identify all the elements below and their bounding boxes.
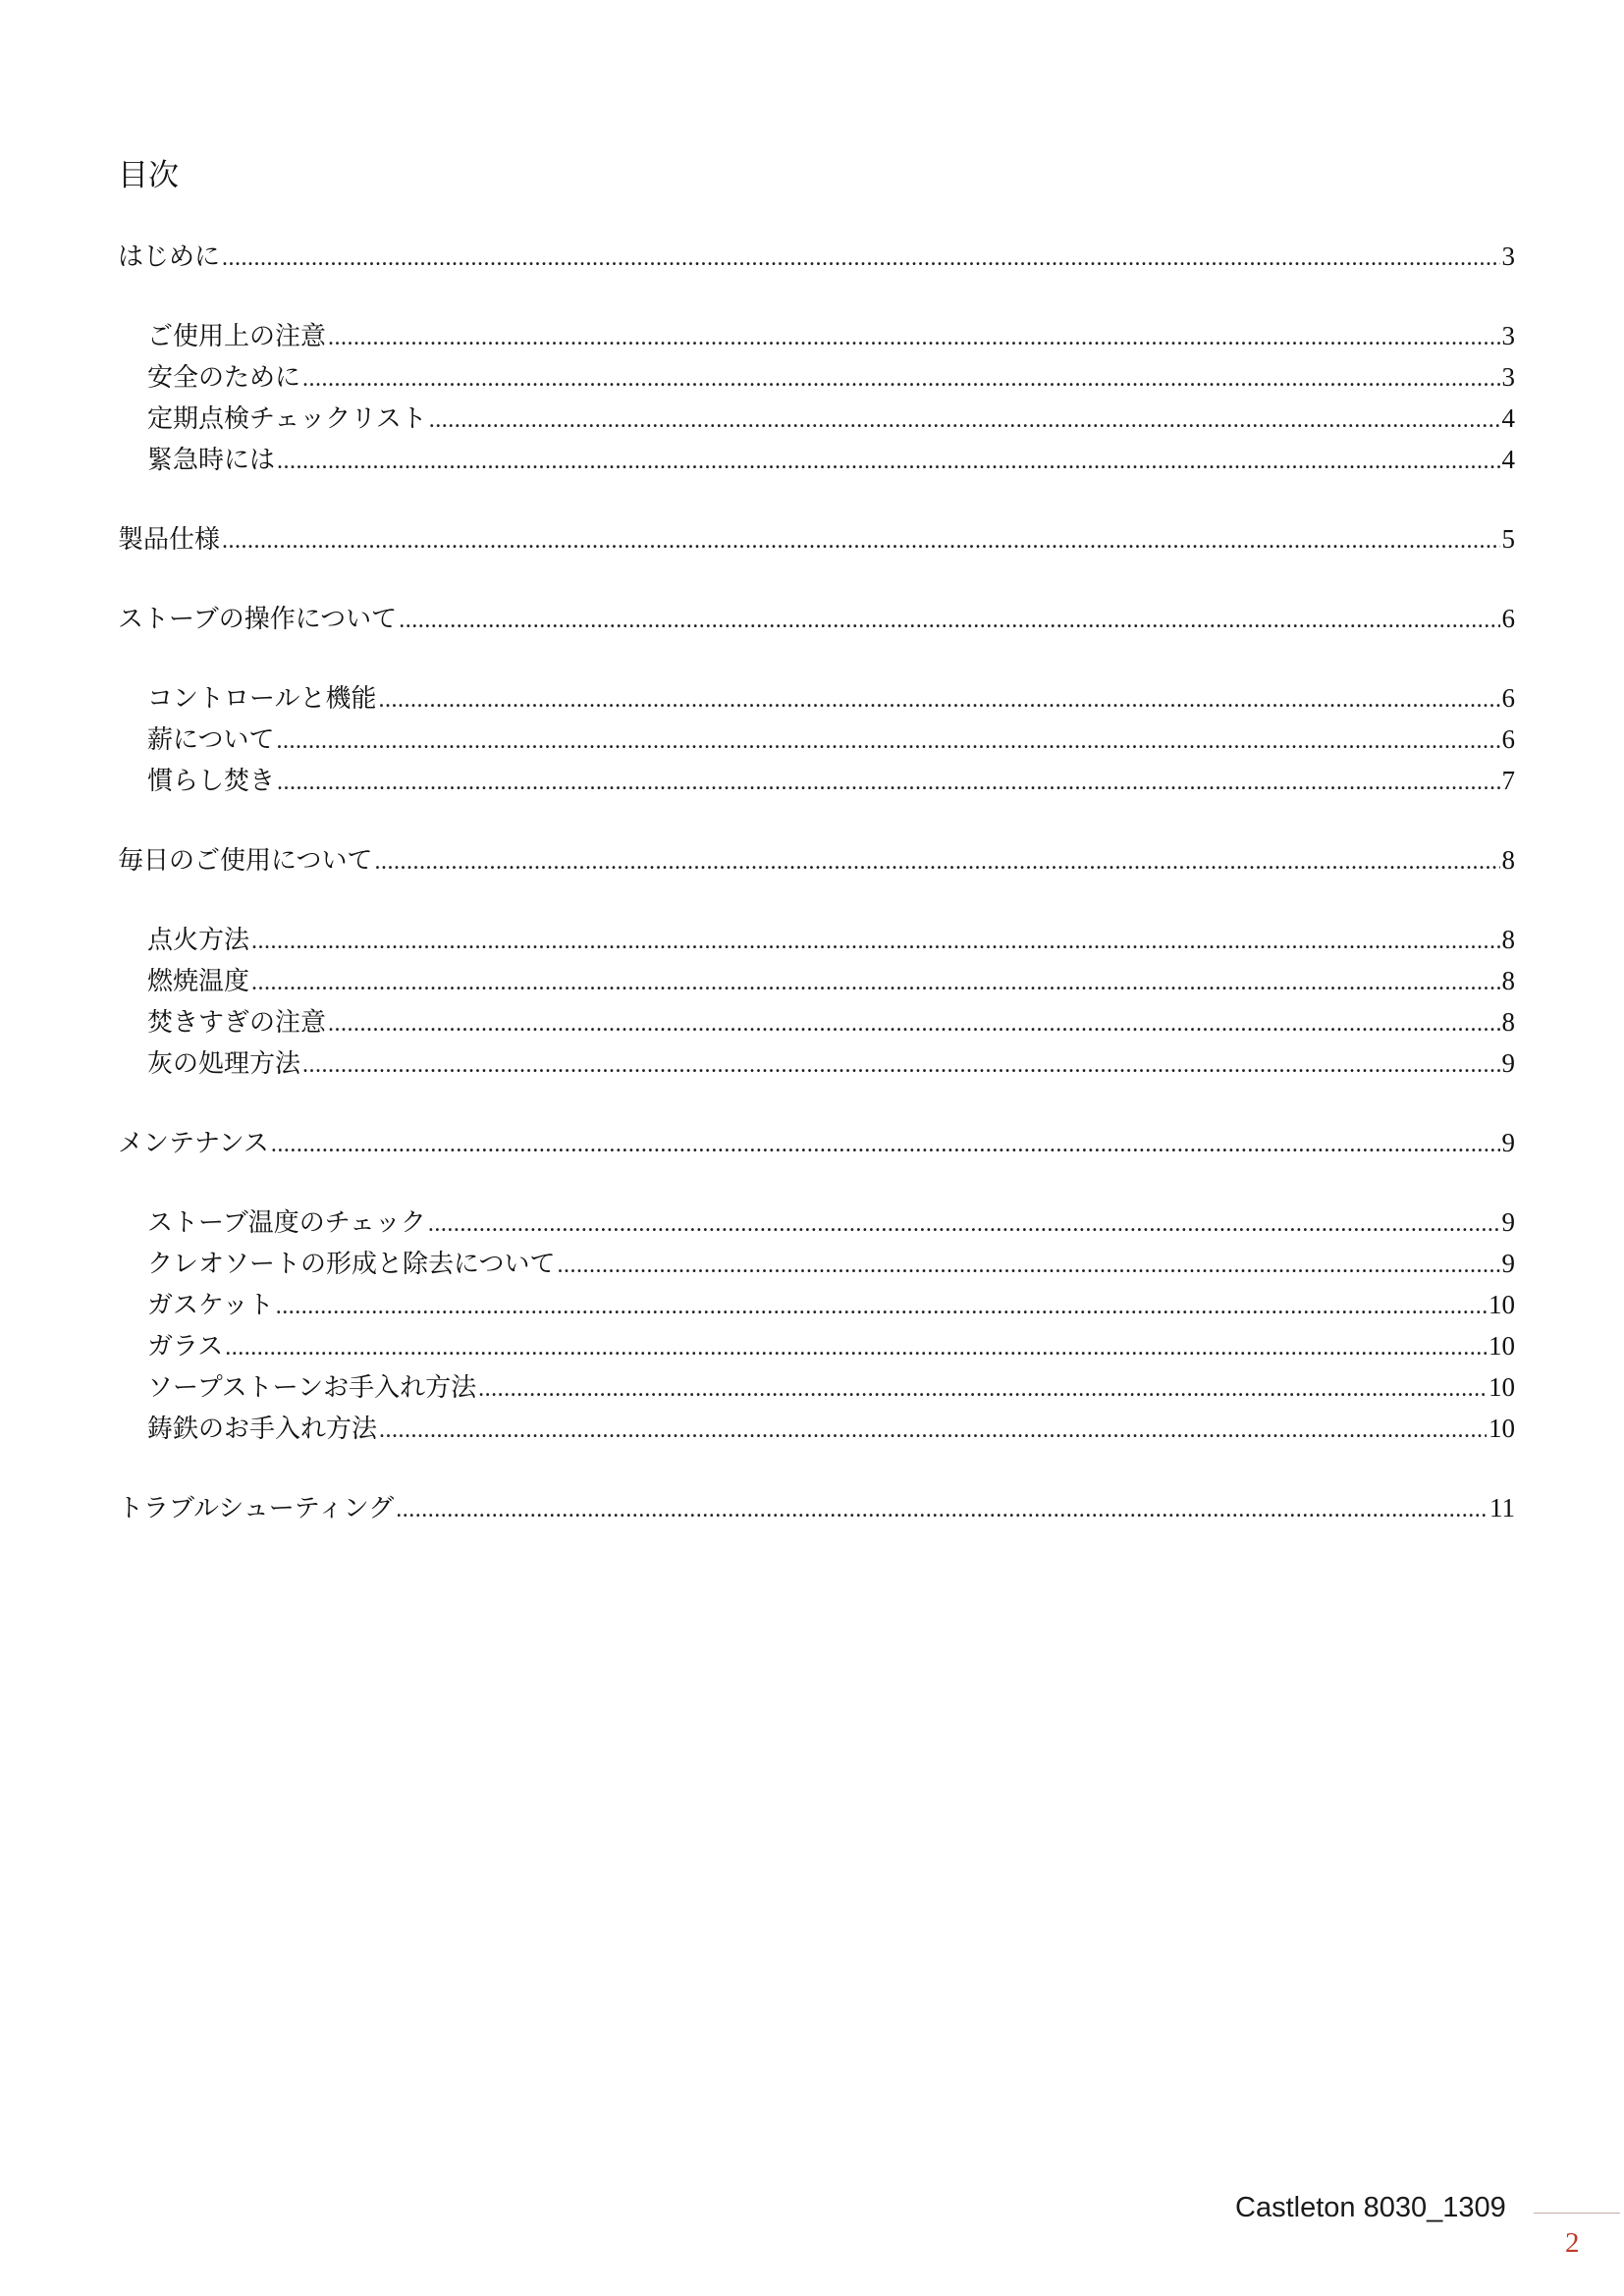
toc-entry-label: ストーブの操作について	[118, 605, 398, 634]
toc-entry-label: 鋳鉄のお手入れ方法	[147, 1415, 378, 1444]
toc-entry-page-number: 9	[1501, 1128, 1515, 1157]
toc-leader-dots	[251, 962, 1499, 1003]
toc-entry-label: コントロールと機能	[147, 684, 377, 714]
toc-subsection-entry[interactable]	[118, 1201, 1515, 1243]
toc-entry-page-number: 10	[1489, 1290, 1515, 1319]
toc-entry-page-number: 6	[1501, 683, 1515, 713]
toc-entry-label: ソープストーンお手入れ方法	[147, 1373, 477, 1403]
toc-entry-page-number: 10	[1489, 1331, 1515, 1361]
toc-subsection-entry[interactable]	[118, 760, 1515, 801]
toc-subsection-entry[interactable]	[118, 1001, 1515, 1042]
toc-subsection-entry[interactable]	[118, 356, 1515, 398]
toc-leader-dots	[277, 441, 1499, 482]
toc-entry-label: ご使用上の注意	[147, 322, 327, 351]
toc-section-entry[interactable]	[118, 1487, 1515, 1528]
toc-section-entry[interactable]	[118, 839, 1515, 881]
toc-entry-label: 慣らし焚き	[147, 767, 276, 796]
toc-entry-page-number: 7	[1501, 766, 1515, 795]
toc-leader-dots	[396, 1489, 1488, 1530]
toc-leader-dots	[271, 1124, 1500, 1165]
toc-leader-dots	[222, 238, 1499, 279]
toc-entry-label: トラブルシューティング	[118, 1494, 395, 1523]
toc-entry-page-number: 8	[1501, 1007, 1515, 1037]
toc-entry-label: ガスケット	[147, 1291, 274, 1320]
toc-entry-page-number: 10	[1489, 1414, 1515, 1443]
toc-section-entry[interactable]	[118, 236, 1515, 277]
toc-entry-page-number: 9	[1501, 1048, 1515, 1078]
toc-leader-dots	[225, 1327, 1487, 1368]
toc-entry-page-number: 8	[1501, 966, 1515, 995]
toc-entry-label: 定期点検チェックリスト	[147, 404, 427, 434]
toc-subsection-entry[interactable]	[118, 1408, 1515, 1449]
toc-subsection-entry[interactable]	[118, 1243, 1515, 1284]
toc-entry-label: 点火方法	[147, 926, 250, 955]
toc-leader-dots	[328, 1003, 1499, 1044]
toc-entry-label: ストーブ温度のチェック	[147, 1208, 426, 1238]
toc-subsection-entry[interactable]	[118, 315, 1515, 356]
toc-entry-label: 安全のために	[147, 363, 301, 393]
toc-entry-label: ガラス	[147, 1332, 224, 1362]
toc-subsection-entry[interactable]	[118, 439, 1515, 480]
toc-entry-label: 毎日のご使用について	[118, 846, 373, 876]
toc-entry-page-number: 3	[1501, 321, 1515, 350]
toc-subsection-entry[interactable]	[118, 1042, 1515, 1084]
toc-entry-label: 灰の処理方法	[147, 1049, 301, 1079]
toc-subsection-entry[interactable]	[118, 1366, 1515, 1408]
toc-leader-dots	[399, 600, 1499, 641]
toc-subsection-entry[interactable]	[118, 919, 1515, 960]
footer-brand: Castleton 8030_1309	[1235, 2192, 1506, 2223]
toc-entry-label: メンテナンス	[118, 1129, 269, 1158]
toc-subsection-entry[interactable]	[118, 1325, 1515, 1366]
toc-entry-page-number: 8	[1501, 925, 1515, 954]
toc-entry-page-number: 5	[1501, 524, 1515, 554]
toc-section-entry[interactable]	[118, 1122, 1515, 1163]
toc-entry-page-number: 9	[1501, 1249, 1515, 1278]
toc-entry-page-number: 3	[1501, 241, 1515, 271]
toc-entry-label: 燃焼温度	[147, 967, 250, 996]
footer-page-number: 2	[1565, 2227, 1580, 2259]
toc-leader-dots	[379, 1410, 1487, 1451]
toc-subsection-entry[interactable]	[118, 1284, 1515, 1325]
toc-leader-dots	[222, 520, 1499, 561]
toc-leader-dots	[478, 1368, 1487, 1410]
toc-leader-dots	[428, 1203, 1500, 1245]
toc-leader-dots	[328, 317, 1499, 358]
toc-leader-dots	[378, 679, 1499, 721]
toc-entry-page-number: 3	[1501, 362, 1515, 392]
toc-entry-page-number: 4	[1501, 403, 1515, 433]
toc-subsection-entry[interactable]	[118, 960, 1515, 1001]
table-of-contents	[118, 236, 1515, 1528]
footer-divider	[1534, 2213, 1620, 2214]
toc-entry-page-number: 4	[1501, 445, 1515, 474]
toc-leader-dots	[557, 1245, 1499, 1286]
toc-leader-dots	[429, 400, 1500, 441]
toc-entry-label: クレオソートの形成と除去について	[147, 1250, 556, 1279]
toc-leader-dots	[277, 762, 1499, 803]
toc-entry-page-number: 6	[1501, 724, 1515, 754]
toc-subsection-entry[interactable]	[118, 677, 1515, 719]
toc-leader-dots	[276, 721, 1499, 762]
toc-title: 目次	[118, 158, 179, 193]
toc-subsection-entry[interactable]	[118, 719, 1515, 760]
toc-entry-label: はじめに	[118, 242, 221, 272]
toc-entry-page-number: 11	[1489, 1493, 1515, 1522]
toc-leader-dots	[251, 921, 1499, 962]
toc-entry-page-number: 9	[1501, 1207, 1515, 1237]
toc-entry-label: 薪について	[147, 725, 275, 755]
toc-entry-label: 焚きすぎの注意	[147, 1008, 327, 1038]
toc-subsection-entry[interactable]	[118, 398, 1515, 439]
toc-section-entry[interactable]	[118, 518, 1515, 560]
toc-entry-page-number: 8	[1501, 845, 1515, 875]
toc-entry-label: 緊急時には	[147, 446, 276, 475]
toc-leader-dots	[302, 1044, 1499, 1086]
toc-leader-dots	[374, 841, 1499, 882]
toc-leader-dots	[276, 1286, 1487, 1327]
toc-entry-label: 製品仕様	[118, 525, 221, 555]
toc-entry-page-number: 6	[1501, 604, 1515, 633]
toc-section-entry[interactable]	[118, 598, 1515, 639]
toc-entry-page-number: 10	[1489, 1372, 1515, 1402]
toc-leader-dots	[302, 358, 1499, 400]
